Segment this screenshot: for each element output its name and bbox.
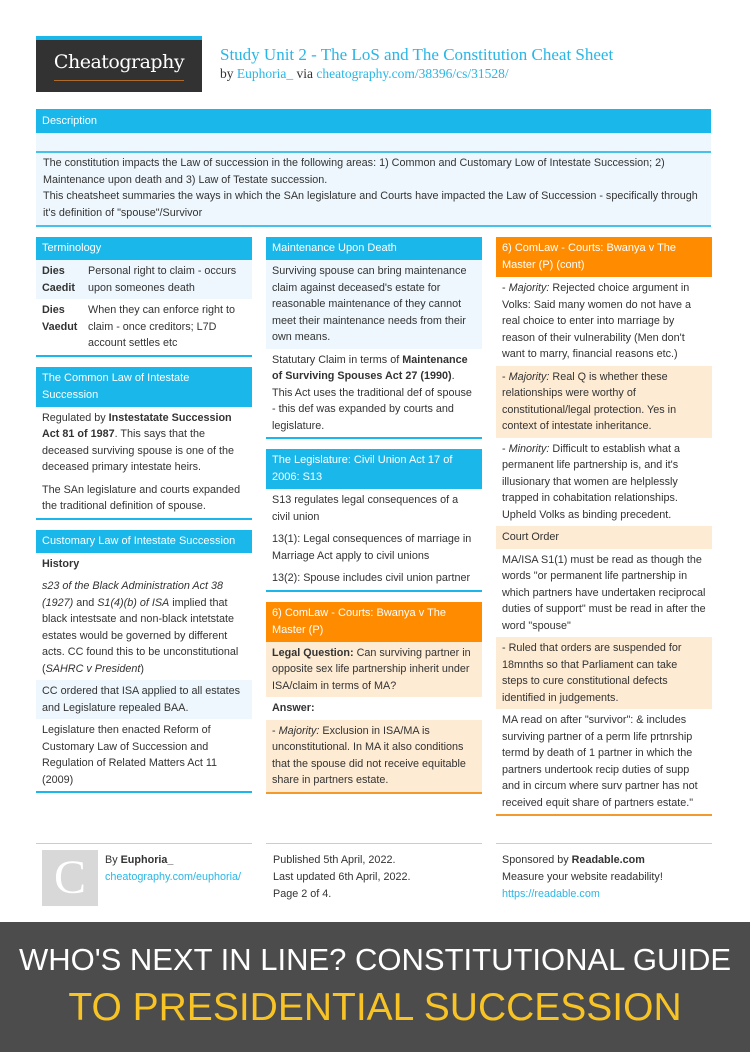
column-2 [266,237,482,804]
cheatography-logo[interactable]: Cheatography [36,36,202,92]
common-law-header: The Common Law of Intestate Succession [36,367,252,407]
common-law-section: Regulated by Instestatate Succession Act 81 of 1987. This says that the deceased surviving spouse is one of the deceased primary intestate heirs. The SAn legislature and courts expanded the traditional definition of spouse. [36,407,252,520]
footer-author: By Euphoria_ cheatography.com/euphoria/ [36,843,252,886]
bwanya-section: Legal Question: Can surviving partner in opposite sex life partnership inherit under ISA/claim in terms of MA? Answer: - Majority: Exclusion in ISA/MA is unconstitutional. In MA it also conditions that the spouse did not receive equitable share in partners estate. [266,642,482,794]
footer-sponsor: Sponsored by Readable.com Measure your website readability! https://readable.com [496,843,712,903]
sponsor-link[interactable]: https://readable.com [502,888,600,900]
customary-law-section: History s23 of the Black Administration Act 38 (1927) and S1(4)(b) of ISA implied that black intestsate and non-black intetstate estates would be governed by different acts. CC found this to be unconstitutional (SAHRC v President) CC ordered that ISA applied to all estates and Legislature repealed BAA. Legislature then enacted Reform of Customary Law of Succession and Regulation of Related Matters Act 11 (2009) [36,553,252,794]
maintenance-section: Surviving spouse can bring maintenance claim against deceased's estate for reasonable maintenance of they cannot meet their maintenance needs from their own means. Statutary Claim in terms of Maintenance of Surviving Spouses Act 27 (1990). This Act uses the traditional def of spouse - this def was expanded by courts and legislature. [266,260,482,439]
civil-union-section: S13 regulates legal consequences of a civil union 13(1): Legal consequences of marriage in Marriage Act apply to civil unions 13(2): Spouse includes civil union partner [266,489,482,592]
bwanya-cont-section: - Majority: Rejected choice argument in Volks: Said many women do not have a real choice to enter into marriage by reason of their vulnerability (Men don't want to marry, financial reasons etc.) - Majority: Real Q is whether these relationships were worthy of constitutional/legal protection. Yes in context of intestate inheritance. - Minority: Difficult to establish what a permanent life partnership is, and it's illusionary that women are helplessly trapped in cohabitation relationships. Upheld Volks as binding precedent. Court Order MA/ISA S1(1) must be read as though the words "or permanent life partnership in which partners have undertaken reciprocal duties of support" must be read in after the word "spouse" - Ruled that orders are suspended for 18mnths so that Parliament can take steps to cure constitutional defects identified in judgements. MA read on after "survivor": & includes surviving partner of a perm life prtnrship termd by death of 1 partner in which the partners undertook recip duties of supp and in circum where surv partner has not received equit share of partners estate." [496,277,712,816]
footer-dates: Published 5th April, 2022. Last updated 6th April, 2022. Page 2 of 4. [266,843,482,903]
customary-law-header: Customary Law of Intestate Succession [36,530,252,553]
author-link[interactable]: Euphoria_ [236,66,294,81]
terminology-header: Terminology [36,237,252,260]
bwanya-cont-header: 6) ComLaw - Courts: Bwanya v The Master (P) (cont) [496,237,712,277]
civil-union-header: The Legislature: Civil Union Act 17 of 2006: S13 [266,449,482,489]
bwanya-header: 6) ComLaw - Courts: Bwanya v The Master (P) [266,602,482,642]
byline: by Euphoria_ via cheatography.com/38396/cs/31528/ [220,66,509,81]
description-header: Description [36,109,711,133]
term-row: Dies Caedit Personal right to claim - occurs upon someones death [36,260,252,299]
headline-line-2: TO PRESIDENTIAL SUCCESSION [68,986,682,1029]
headline-line-1: WHO'S NEXT IN LINE? CONSTITUTIONAL GUIDE [18,942,732,977]
term-row: Dies Vaedut When they can enforce right to claim - once creditors; L7D account settles etc [42,304,236,349]
sheet-url-link[interactable]: cheatography.com/38396/cs/31528/ [316,66,509,81]
maintenance-header: Maintenance Upon Death [266,237,482,260]
column-3 [496,237,712,826]
terminology-section [36,260,252,357]
description-body: The constitution impacts the Law of succession in the following areas: 1) Common and Customary Low of Intestate Succession; 2) Maintenance upon death and 3) Law of Testate succession. This cheatsheet summaries the ways in which the SAn legislature and Courts have impacted the Law of Succession - specifically through it's definition of "spouse"/Survivor [36,153,711,227]
column-1 [36,237,252,803]
sheet-title: Study Unit 2 - The LoS and The Constitution Cheat Sheet [220,45,614,64]
author-avatar: C [42,850,98,906]
author-profile-link[interactable]: cheatography.com/euphoria/ [105,871,242,883]
